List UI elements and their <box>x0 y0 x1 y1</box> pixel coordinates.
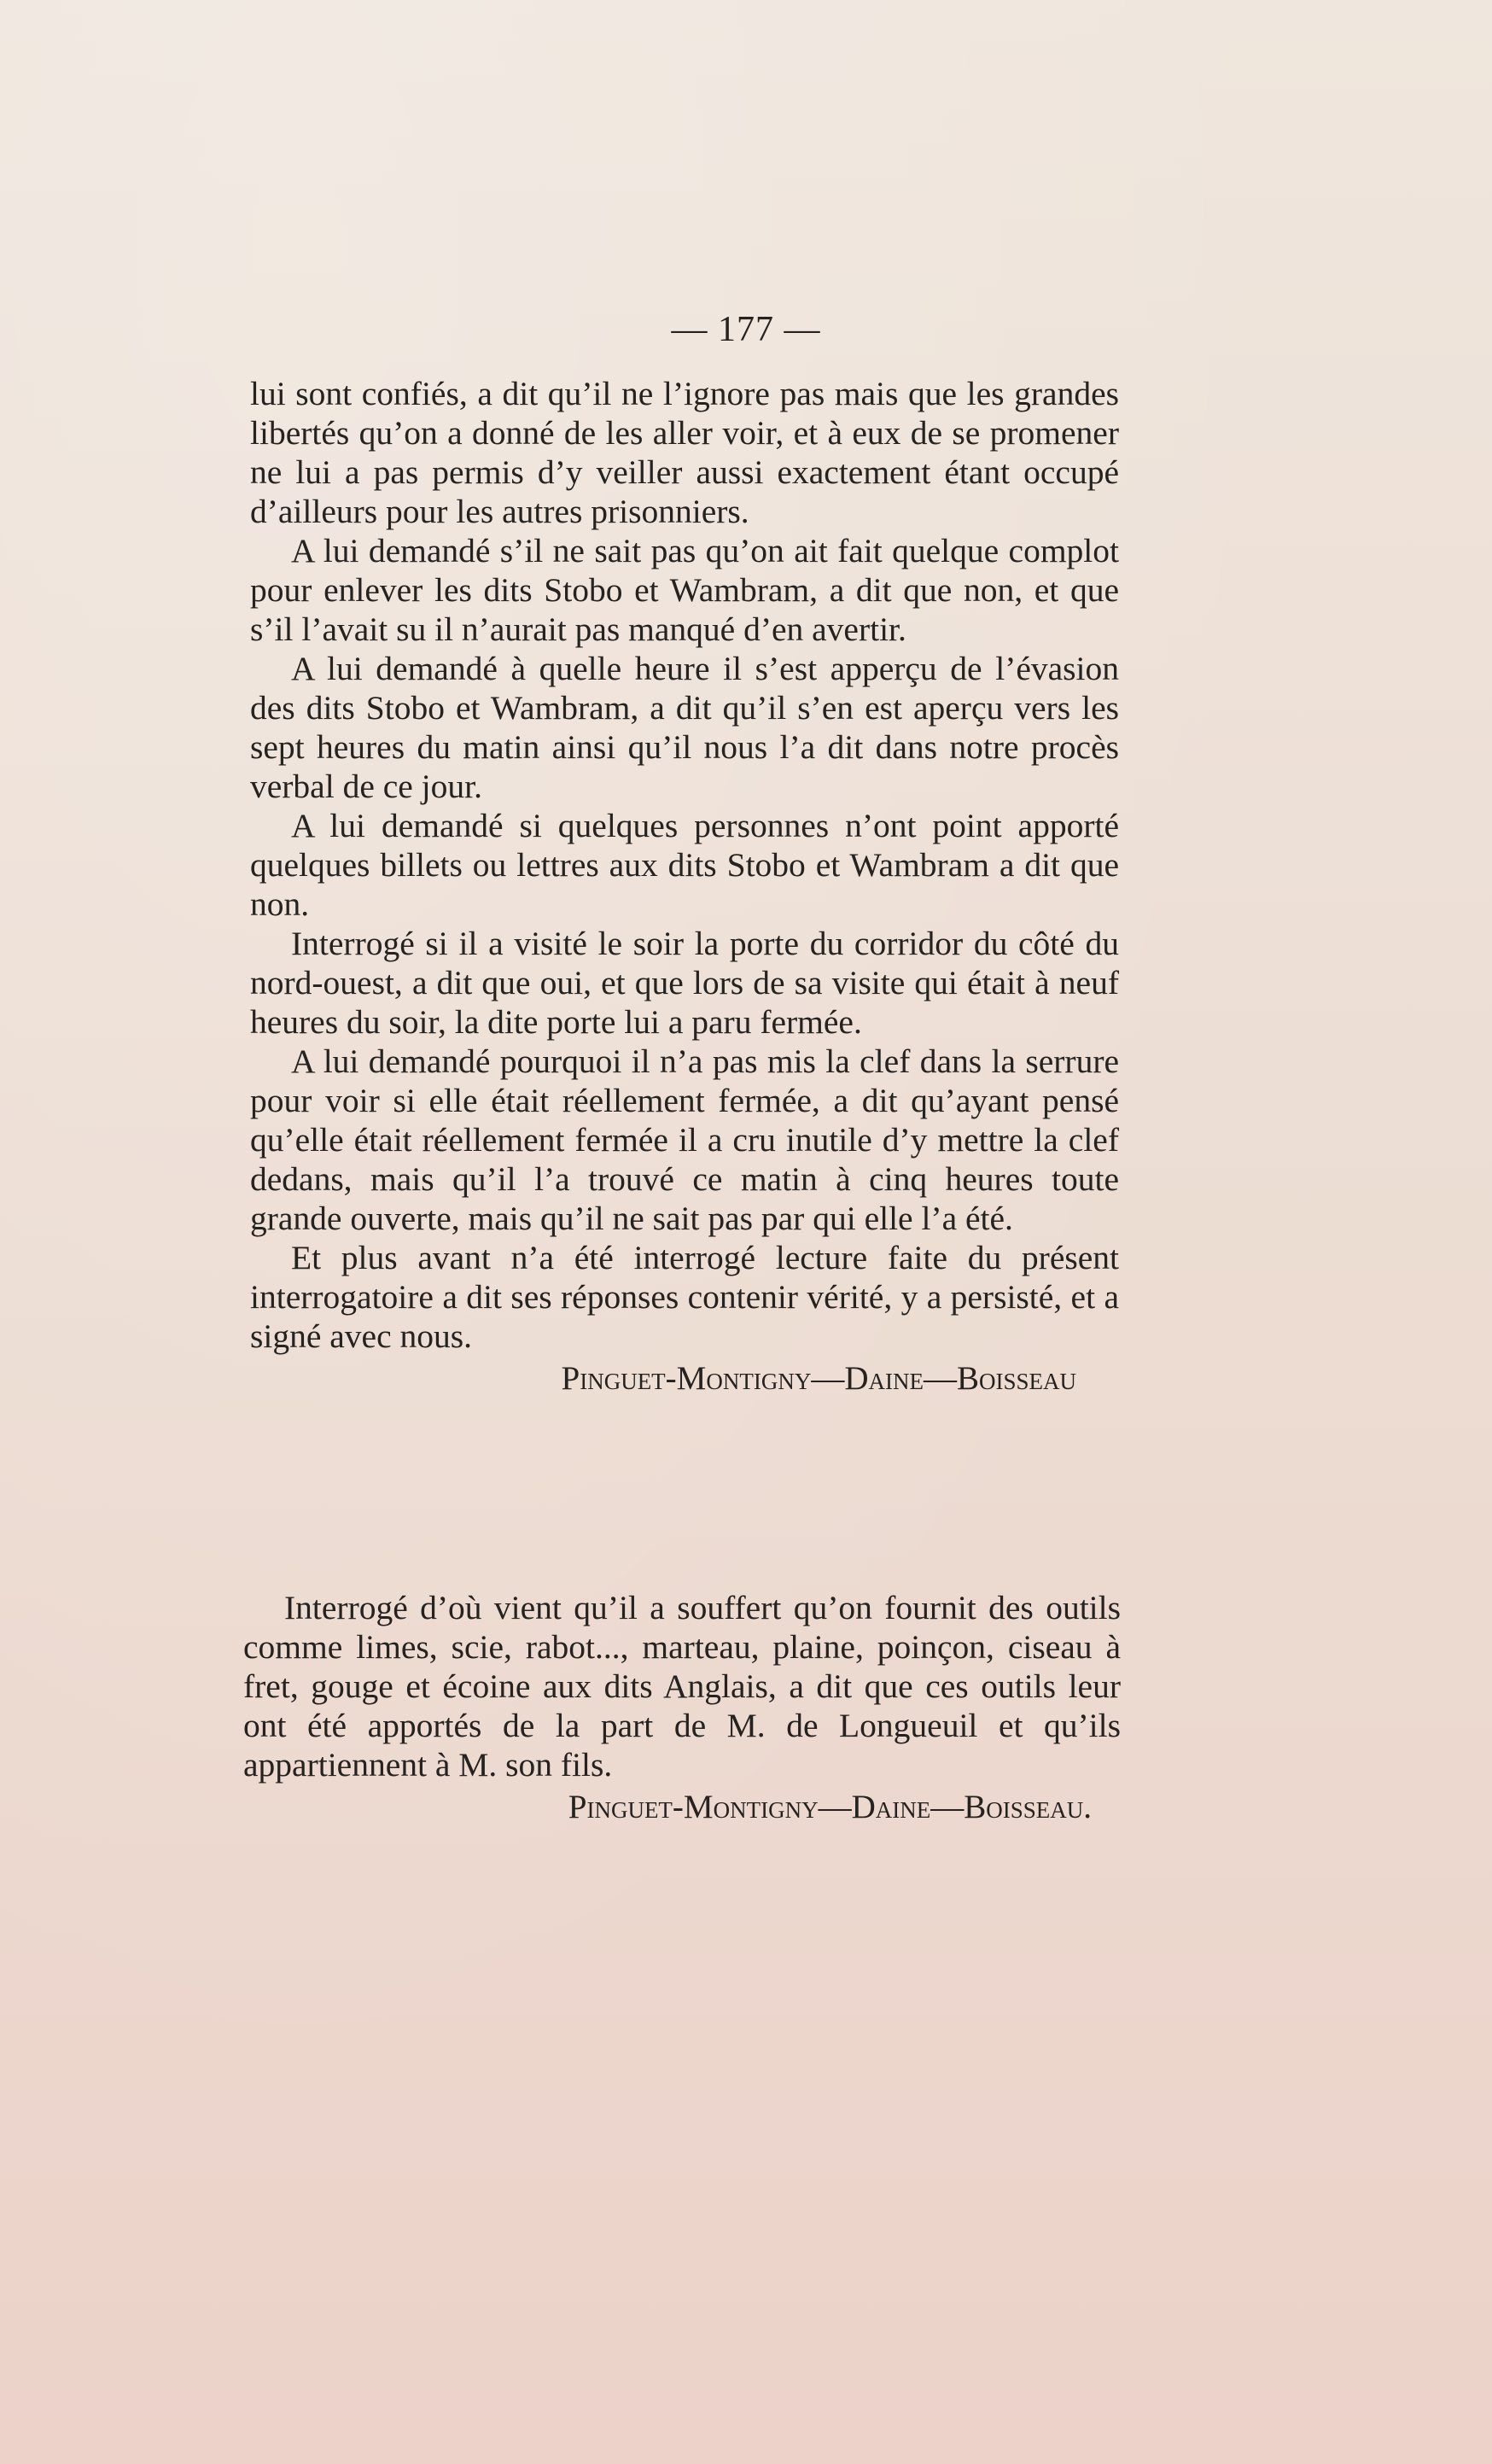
signature-line-1: Pinguet-Montigny—Daine—Boisseau <box>561 1360 1076 1397</box>
paragraph-outils: Interrogé d’où vient qu’il a souffert qu’on fournit des outils comme limes, scie, rabot..., marteau, plaine, poinçon, ciseau à fret, gouge et écoine aux dits Anglais, a dit que ces outils leur ont été apportés de la part de M. de Longueuil et qu’ils appartiennent à M. son fils. <box>243 1589 1121 1784</box>
paragraph-complot: A lui demandé s’il ne sait pas qu’on ait fait quelque complot pour enlever les dits Stobo et Wambram, a dit que non, et que s’il l’avait su il n’aurait pas manqué d’en avertir. <box>250 532 1119 648</box>
paragraph-continuation: lui sont confiés, a dit qu’il ne l’ignore pas mais que les grandes libertés qu’on a donné de les aller voir, et à eux de se promener ne lui a pas permis d’y veiller aussi exactement étant occupé d’ailleurs pour les autres prisonniers. <box>250 375 1119 530</box>
paragraph-porte-corridor: Interrogé si il a visité le soir la porte du corridor du côté du nord-ouest, a dit que oui, et que lors de sa visite qui était à neuf heures du soir, la dite porte lui a paru fermée. <box>250 925 1119 1041</box>
paragraph-clef: A lui demandé pourquoi il n’a pas mis la clef dans la serrure pour voir si elle était réellement fermée, a dit qu’ayant pensé qu’elle était réellement fermée il a cru inutile d’y mettre la clef dedans, mais qu’il l’a trouvé ce matin à cinq heures toute grande ouverte, mais qu’il ne sait pas par qui elle l’a été. <box>250 1042 1119 1237</box>
signature-line-2: Pinguet-Montigny—Daine—Boisseau. <box>568 1789 1092 1825</box>
second-text-block <box>243 1588 1121 1827</box>
paragraph-billets: A lui demandé si quelques personnes n’ont point apporté quelques billets ou lettres aux dits Stobo et Wambram a dit que non. <box>250 807 1119 923</box>
page-number: — 177 — <box>671 310 821 349</box>
paragraph-evasion: A lui demandé à quelle heure il s’est apperçu de l’évasion des dits Stobo et Wambram, a dit qu’il s’en est aperçu vers les sept heures du matin ainsi qu’il nous l’a dit dans notre procès verbal de ce jour. <box>250 650 1119 805</box>
paragraph-lecture: Et plus avant n’a été interrogé lecture faite du présent interrogatoire a dit ses réponses contenir vérité, y a persisté, et a signé avec nous. <box>250 1239 1119 1355</box>
main-text-block <box>250 374 1119 1398</box>
